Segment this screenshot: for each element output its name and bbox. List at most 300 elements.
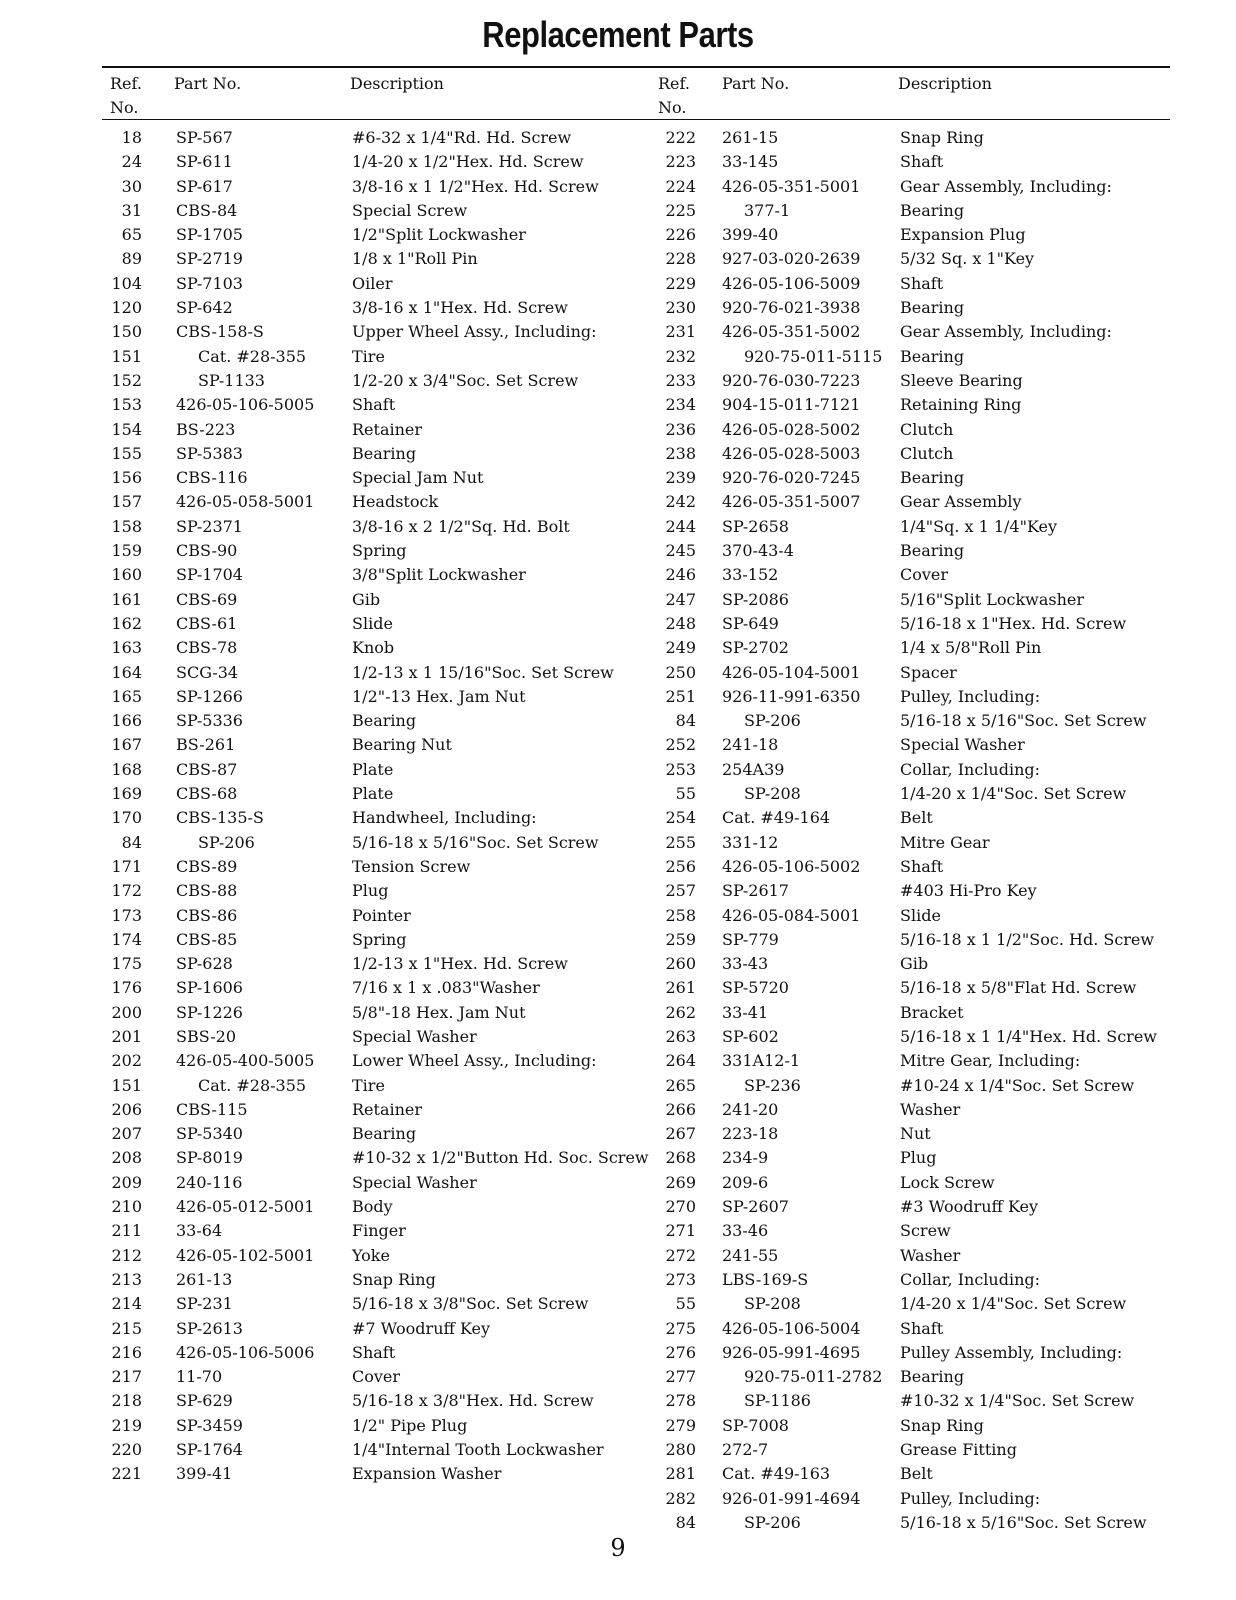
ref-number: 84 — [675, 711, 696, 731]
part-number: 399-40 — [722, 225, 779, 245]
ref-number: 230 — [665, 298, 696, 318]
ref-number: 84 — [121, 832, 142, 852]
parts-row — [0, 1437, 620, 1461]
part-description: Special Washer — [900, 735, 1025, 755]
parts-row — [618, 1048, 1236, 1072]
part-description: Collar, Including: — [900, 759, 1041, 779]
part-description: 1/4-20 x 1/4"Soc. Set Screw — [900, 1294, 1127, 1314]
ref-number: 120 — [111, 298, 142, 318]
ref-number: 257 — [665, 881, 696, 901]
parts-row — [618, 538, 1236, 562]
part-description: 5/16-18 x 3/8"Hex. Hd. Screw — [352, 1391, 594, 1411]
part-number: SP-1764 — [176, 1440, 243, 1460]
parts-row — [618, 1097, 1236, 1121]
part-description: Retainer — [352, 1099, 423, 1119]
part-number: 926-05-991-4695 — [722, 1342, 861, 1362]
part-description: Belt — [900, 808, 933, 828]
parts-row — [618, 1000, 1236, 1024]
part-number: SP-231 — [176, 1294, 233, 1314]
part-number: 920-76-020-7245 — [722, 468, 861, 488]
ref-number: 269 — [665, 1172, 696, 1192]
parts-row — [618, 830, 1236, 854]
ref-number: 224 — [665, 176, 696, 196]
parts-row — [618, 1073, 1236, 1097]
part-number: SP-236 — [744, 1075, 801, 1095]
ref-number: 159 — [111, 541, 142, 561]
part-number: SP-617 — [176, 176, 233, 196]
part-description: Handwheel, Including: — [352, 808, 537, 828]
part-number: 426-05-104-5001 — [722, 662, 861, 682]
part-description: Shaft — [352, 395, 396, 415]
part-description: Sleeve Bearing — [900, 370, 1023, 390]
header-rule — [102, 119, 1170, 120]
part-description: Gib — [900, 954, 929, 974]
part-description: 5/16-18 x 3/8"Soc. Set Screw — [352, 1294, 589, 1314]
parts-row — [0, 878, 620, 902]
ref-number: 158 — [111, 516, 142, 536]
part-number: 927-03-020-2639 — [722, 249, 861, 269]
parts-row — [0, 1388, 620, 1412]
parts-row — [0, 1218, 620, 1242]
ref-number: 275 — [665, 1318, 696, 1338]
ref-number: 202 — [111, 1051, 142, 1071]
parts-row — [0, 1461, 620, 1485]
ref-number: 244 — [665, 516, 696, 536]
part-number: SP-2613 — [176, 1318, 243, 1338]
part-number: Cat. #49-163 — [722, 1464, 831, 1484]
part-number: SCG-34 — [176, 662, 239, 682]
part-description: 1/8 x 1"Roll Pin — [352, 249, 478, 269]
part-description: Slide — [900, 905, 941, 925]
part-description: Mitre Gear, Including: — [900, 1051, 1081, 1071]
part-description: Cover — [900, 565, 949, 585]
ref-number: 246 — [665, 565, 696, 585]
ref-number: 160 — [111, 565, 142, 585]
part-description: Pulley, Including: — [900, 686, 1041, 706]
part-number: BS-223 — [176, 419, 236, 439]
ref-number: 172 — [111, 881, 142, 901]
part-number: SP-208 — [744, 784, 801, 804]
part-number: SP-5336 — [176, 711, 243, 731]
parts-row — [0, 927, 620, 951]
parts-row — [618, 562, 1236, 586]
part-description: Bearing — [900, 541, 965, 561]
right-parts-list — [618, 125, 1236, 1534]
part-number: 11-70 — [176, 1367, 223, 1387]
part-number: 254A39 — [722, 759, 785, 779]
part-description: Clutch — [900, 419, 954, 439]
part-description: #10-32 x 1/4"Soc. Set Screw — [900, 1391, 1135, 1411]
part-number: 241-20 — [722, 1099, 779, 1119]
part-number: 926-11-991-6350 — [722, 686, 861, 706]
part-description: Special Washer — [352, 1172, 477, 1192]
ref-number: 175 — [111, 954, 142, 974]
parts-row — [0, 246, 620, 270]
ref-number: 280 — [665, 1440, 696, 1460]
part-description: 5/16"Split Lockwasher — [900, 589, 1085, 609]
part-number: CBS-90 — [176, 541, 238, 561]
parts-row — [0, 1413, 620, 1437]
ref-number: 213 — [111, 1269, 142, 1289]
ref-number: 211 — [111, 1221, 142, 1241]
left-header-no-label: No. — [110, 98, 139, 117]
part-number: SP-2371 — [176, 516, 243, 536]
part-number: CBS-78 — [176, 638, 238, 658]
parts-row — [618, 878, 1236, 902]
part-number: 272-7 — [722, 1440, 769, 1460]
part-description: Bearing — [900, 346, 965, 366]
ref-number: 89 — [121, 249, 142, 269]
part-description: Bearing — [900, 298, 965, 318]
part-number: 33-46 — [722, 1221, 769, 1241]
parts-row — [0, 684, 620, 708]
part-description: Shaft — [900, 856, 944, 876]
ref-number: 272 — [665, 1245, 696, 1265]
part-description: Cover — [352, 1367, 401, 1387]
part-description: Collar, Including: — [900, 1269, 1041, 1289]
ref-number: 200 — [111, 1002, 142, 1022]
parts-row — [0, 295, 620, 319]
part-description: Snap Ring — [900, 1415, 984, 1435]
parts-row — [0, 757, 620, 781]
part-description: Retainer — [352, 419, 423, 439]
part-number: CBS-87 — [176, 759, 238, 779]
part-description: Spacer — [900, 662, 957, 682]
part-description: Snap Ring — [900, 128, 984, 147]
parts-row — [618, 732, 1236, 756]
ref-number: 223 — [665, 152, 696, 172]
part-number: Cat. #28-355 — [198, 346, 307, 366]
part-description: 1/2-20 x 3/4"Soc. Set Screw — [352, 370, 579, 390]
ref-number: 152 — [111, 370, 142, 390]
ref-number: 233 — [665, 370, 696, 390]
part-description: 1/4-20 x 1/4"Soc. Set Screw — [900, 784, 1127, 804]
part-number: CBS-68 — [176, 784, 238, 804]
part-description: Grease Fitting — [900, 1440, 1017, 1460]
ref-number: 163 — [111, 638, 142, 658]
part-description: 1/2"-13 Hex. Jam Nut — [352, 686, 526, 706]
part-description: Mitre Gear — [900, 832, 990, 852]
part-number: 261-13 — [176, 1269, 233, 1289]
ref-number: 168 — [111, 759, 142, 779]
ref-number: 210 — [111, 1197, 142, 1217]
ref-number: 253 — [665, 759, 696, 779]
parts-row — [618, 514, 1236, 538]
ref-number: 251 — [665, 686, 696, 706]
ref-number: 212 — [111, 1245, 142, 1265]
ref-number: 282 — [665, 1488, 696, 1508]
parts-row — [0, 149, 620, 173]
parts-row — [618, 344, 1236, 368]
parts-row — [618, 660, 1236, 684]
part-description: 5/16-18 x 1 1/2"Soc. Hd. Screw — [900, 929, 1155, 949]
part-description: Shaft — [900, 152, 944, 172]
ref-number: 166 — [111, 711, 142, 731]
parts-row — [0, 660, 620, 684]
right-header-desc: Description — [898, 74, 992, 93]
part-description: Expansion Washer — [352, 1464, 502, 1484]
part-description: 1/2-13 x 1 15/16"Soc. Set Screw — [352, 662, 614, 682]
parts-row — [618, 1291, 1236, 1315]
part-description: 1/4"Sq. x 1 1/4"Key — [900, 516, 1057, 536]
part-description: 3/8"Split Lockwasher — [352, 565, 526, 585]
part-number: 920-76-021-3938 — [722, 298, 861, 318]
part-description: Headstock — [352, 492, 439, 512]
part-number: CBS-135-S — [176, 808, 264, 828]
parts-row — [0, 562, 620, 586]
ref-number: 225 — [665, 200, 696, 220]
parts-row — [618, 1486, 1236, 1510]
ref-number: 174 — [111, 929, 142, 949]
left-header-part: Part No. — [174, 74, 242, 93]
part-number: SP-1704 — [176, 565, 243, 585]
ref-number: 228 — [665, 249, 696, 269]
part-number: SP-208 — [744, 1294, 801, 1314]
ref-number: 201 — [111, 1026, 142, 1046]
parts-row — [0, 489, 620, 513]
parts-row — [0, 1243, 620, 1267]
part-description: #10-32 x 1/2"Button Hd. Soc. Screw — [352, 1148, 649, 1168]
part-number: 920-75-011-5115 — [744, 346, 883, 366]
ref-number: 30 — [121, 176, 142, 196]
parts-row — [618, 417, 1236, 441]
part-number: 261-15 — [722, 128, 779, 147]
ref-number: 242 — [665, 492, 696, 512]
ref-number: 171 — [111, 856, 142, 876]
part-description: Spring — [352, 929, 407, 949]
parts-row — [0, 514, 620, 538]
part-description: Nut — [900, 1124, 931, 1144]
ref-number: 229 — [665, 273, 696, 293]
part-number: 377-1 — [744, 200, 791, 220]
part-description: 5/16-18 x 5/16"Soc. Set Screw — [352, 832, 599, 852]
part-number: 33-145 — [722, 152, 779, 172]
part-description: 5/8"-18 Hex. Jam Nut — [352, 1002, 526, 1022]
right-header-part: Part No. — [722, 74, 790, 93]
ref-number: 170 — [111, 808, 142, 828]
ref-number: 151 — [111, 346, 142, 366]
ref-number: 236 — [665, 419, 696, 439]
part-description: 1/4"Internal Tooth Lockwasher — [352, 1440, 604, 1460]
ref-number: 249 — [665, 638, 696, 658]
parts-row — [618, 1194, 1236, 1218]
ref-number: 260 — [665, 954, 696, 974]
left-header-ref — [110, 72, 142, 120]
part-description: Bearing Nut — [352, 735, 452, 755]
part-description: #3 Woodruff Key — [900, 1197, 1038, 1217]
part-description: Spring — [352, 541, 407, 561]
ref-number: 155 — [111, 443, 142, 463]
part-number: SP-7103 — [176, 273, 243, 293]
part-number: SP-779 — [722, 929, 779, 949]
parts-row — [0, 708, 620, 732]
parts-row — [0, 344, 620, 368]
part-number: SP-5383 — [176, 443, 243, 463]
parts-row — [0, 1364, 620, 1388]
left-parts-list — [0, 125, 649, 1486]
parts-row — [618, 708, 1236, 732]
ref-number: 31 — [121, 200, 142, 220]
parts-row — [618, 611, 1236, 635]
ref-number: 208 — [111, 1148, 142, 1168]
parts-row — [0, 611, 620, 635]
page-number: 9 — [610, 1534, 626, 1562]
ref-number: 220 — [111, 1440, 142, 1460]
ref-number: 222 — [665, 128, 696, 147]
ref-number: 262 — [665, 1002, 696, 1022]
parts-row — [0, 1000, 620, 1024]
parts-row — [618, 927, 1236, 951]
part-number: SP-2702 — [722, 638, 789, 658]
parts-row — [618, 222, 1236, 246]
ref-number: 153 — [111, 395, 142, 415]
part-number: SP-567 — [176, 128, 233, 147]
part-number: 331A12-1 — [722, 1051, 801, 1071]
part-description: Bracket — [900, 1002, 964, 1022]
parts-row — [618, 1461, 1236, 1485]
parts-row — [618, 684, 1236, 708]
part-description: Belt — [900, 1464, 933, 1484]
part-description: Bearing — [352, 711, 417, 731]
part-description: 3/8-16 x 1"Hex. Hd. Screw — [352, 298, 568, 318]
part-description: Washer — [900, 1245, 961, 1265]
part-description: Bearing — [900, 1367, 965, 1387]
ref-number: 151 — [111, 1075, 142, 1095]
ref-number: 84 — [675, 1512, 696, 1532]
parts-row — [618, 368, 1236, 392]
ref-number: 245 — [665, 541, 696, 561]
parts-row — [618, 805, 1236, 829]
part-description: Plug — [352, 881, 389, 901]
part-number: SP-2086 — [722, 589, 789, 609]
part-number: SP-2607 — [722, 1197, 789, 1217]
parts-row — [618, 854, 1236, 878]
parts-row — [618, 903, 1236, 927]
ref-number: 277 — [665, 1367, 696, 1387]
parts-row — [0, 635, 620, 659]
ref-number: 250 — [665, 662, 696, 682]
parts-row — [618, 587, 1236, 611]
ref-number: 238 — [665, 443, 696, 463]
ref-number: 217 — [111, 1367, 142, 1387]
part-description: Tire — [352, 346, 385, 366]
parts-row — [0, 465, 620, 489]
parts-row — [618, 246, 1236, 270]
parts-row — [618, 149, 1236, 173]
part-number: SP-206 — [744, 1512, 801, 1532]
part-description: 1/2" Pipe Plug — [352, 1415, 468, 1435]
part-description: #403 Hi-Pro Key — [900, 881, 1037, 901]
part-number: CBS-88 — [176, 881, 238, 901]
parts-row — [0, 125, 620, 149]
parts-row — [0, 1024, 620, 1048]
ref-number: 173 — [111, 905, 142, 925]
part-number: SP-629 — [176, 1391, 233, 1411]
part-number: CBS-85 — [176, 929, 238, 949]
part-number: 426-05-351-5002 — [722, 322, 861, 342]
ref-number: 276 — [665, 1342, 696, 1362]
part-number: 426-05-106-5004 — [722, 1318, 861, 1338]
part-number: 426-05-106-5002 — [722, 856, 861, 876]
part-description: 3/8-16 x 2 1/2"Sq. Hd. Bolt — [352, 516, 570, 536]
page-title: Replacement Parts — [482, 14, 754, 55]
parts-row — [0, 1121, 620, 1145]
right-header-no-label: No. — [658, 98, 687, 117]
part-description: Pulley, Including: — [900, 1488, 1041, 1508]
part-number: SP-611 — [176, 152, 233, 172]
part-description: 5/32 Sq. x 1"Key — [900, 249, 1035, 269]
ref-number: 256 — [665, 856, 696, 876]
part-description: Pulley Assembly, Including: — [900, 1342, 1123, 1362]
parts-row — [618, 1121, 1236, 1145]
parts-row — [618, 1267, 1236, 1291]
part-number: SP-642 — [176, 298, 233, 318]
parts-row — [618, 951, 1236, 975]
parts-row — [618, 1243, 1236, 1267]
ref-number: 263 — [665, 1026, 696, 1046]
part-description: Shaft — [900, 273, 944, 293]
part-number: CBS-158-S — [176, 322, 264, 342]
parts-row — [0, 1194, 620, 1218]
ref-number: 156 — [111, 468, 142, 488]
ref-number: 214 — [111, 1294, 142, 1314]
part-description: Plug — [900, 1148, 937, 1168]
part-description: Special Jam Nut — [352, 468, 484, 488]
parts-row — [0, 1291, 620, 1315]
part-number: CBS-69 — [176, 589, 238, 609]
part-description: 1/4-20 x 1/2"Hex. Hd. Screw — [352, 152, 584, 172]
parts-row — [0, 392, 620, 416]
parts-row — [618, 1413, 1236, 1437]
part-description: Bearing — [352, 1124, 417, 1144]
ref-number: 234 — [665, 395, 696, 415]
part-description: Gear Assembly, Including: — [900, 176, 1112, 196]
part-number: 904-15-011-7121 — [722, 395, 861, 415]
ref-number: 161 — [111, 589, 142, 609]
ref-number: 206 — [111, 1099, 142, 1119]
part-description: Gear Assembly, Including: — [900, 322, 1112, 342]
parts-row — [0, 271, 620, 295]
part-description: Shaft — [900, 1318, 944, 1338]
part-number: SP-1705 — [176, 225, 243, 245]
part-description: Shaft — [352, 1342, 396, 1362]
ref-number: 207 — [111, 1124, 142, 1144]
parts-row — [0, 417, 620, 441]
parts-row — [0, 951, 620, 975]
part-description: Knob — [352, 638, 395, 658]
part-description: Yoke — [352, 1245, 390, 1265]
ref-number: 231 — [665, 322, 696, 342]
parts-row — [0, 1048, 620, 1072]
parts-row — [0, 174, 620, 198]
part-description: 5/16-18 x 1 1/4"Hex. Hd. Screw — [900, 1026, 1157, 1046]
ref-number: 239 — [665, 468, 696, 488]
left-header-ref-label: Ref. — [110, 74, 142, 93]
part-number: 426-05-106-5005 — [176, 395, 315, 415]
part-description: Expansion Plug — [900, 225, 1026, 245]
ref-number: 232 — [665, 346, 696, 366]
parts-row — [618, 781, 1236, 805]
ref-number: 255 — [665, 832, 696, 852]
part-description: Bearing — [900, 468, 965, 488]
part-number: SP-206 — [198, 832, 255, 852]
part-number: 426-05-106-5006 — [176, 1342, 315, 1362]
parts-row — [618, 1024, 1236, 1048]
part-description: 5/16-18 x 1"Hex. Hd. Screw — [900, 613, 1127, 633]
part-number: SP-1186 — [744, 1391, 811, 1411]
part-number: Cat. #49-164 — [722, 808, 831, 828]
part-description: Tension Screw — [352, 856, 471, 876]
